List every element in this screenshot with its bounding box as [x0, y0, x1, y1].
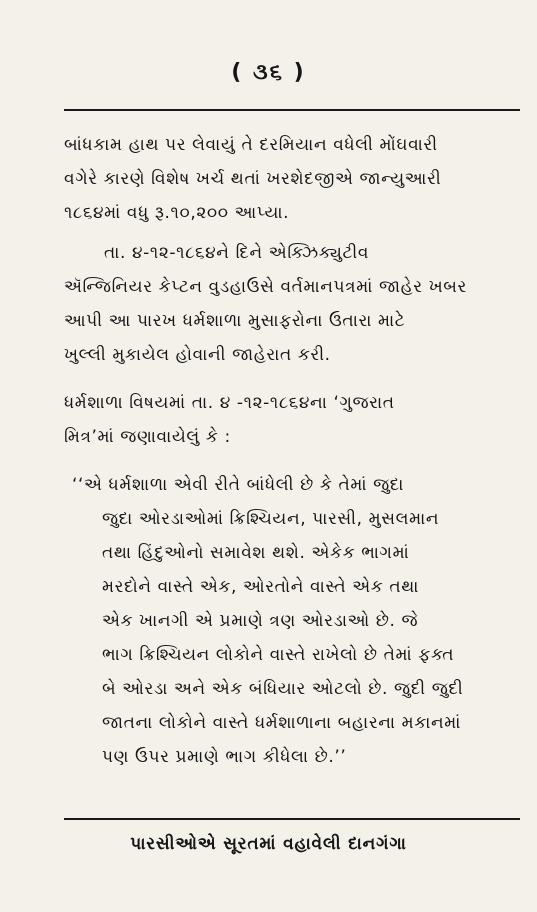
- quote-line: મરદોને વાસ્તે એક, ઓરતોને વાસ્તે એક તથા: [102, 577, 420, 597]
- text-line: વગેરે કારણે વિશેષ ખર્ચ થતાં ખરશેદજીએ જાન્યુઆરી: [64, 169, 442, 189]
- running-footer-title: પારસીઓએ સૂરતમાં વહાવેલી દાનગંગા: [130, 834, 407, 854]
- quote-line: ‘‘એ ધર્મશાળા એવી રીતે બાંધેલી છે કે તેમાં જુદા: [72, 475, 405, 495]
- text-line: ધર્મશાળા વિષયમાં તા. ૪ -૧૨-૧૮૬૪ના ‘ગુજરાત: [64, 393, 395, 413]
- text-line: બાંધકામ હાથ પર લેવાયું તે દરમિયાન વધેલી મોંઘવારી: [64, 135, 438, 155]
- paragraph-construction-cost: [64, 128, 441, 230]
- paragraph-opening-announcement: [64, 236, 467, 372]
- quote-line: એક ખાનગી એ પ્રમાણે ત્રણ ઓરડાઓ છે. જે: [102, 611, 419, 631]
- text-line: ૧૮૬૪માં વધુ રૂ.૧૦,૨૦૦ આપ્યા.: [64, 203, 290, 223]
- quote-line: ભાગ ક્રિશ્ચિયન લોકોને વાસ્તે રાખેલો છે તેમાં ફક્ત: [102, 645, 455, 665]
- quote-line: બે ઓરડા અને એક બંધિયાર ઓટલો છે. જુદી જુદી: [102, 679, 464, 699]
- header-rule: [64, 109, 520, 111]
- page-number: ( ૩૬ ): [231, 60, 306, 85]
- text-line: આપી આ પારખ ધર્મશાળા મુસાફરોના ઉતારા માટે: [64, 311, 406, 331]
- text-line: તા. ૪-૧૨-૧૮૬૪ને દિને એક્ઝિક્યુટીવ: [104, 243, 370, 263]
- paragraph-gujarat-mitra-intro: [64, 386, 395, 454]
- quote-line: પણ ઉપર પ્રમાણે ભાગ કીધેલા છે.’’: [102, 747, 347, 767]
- text-line: ઍન્જિનિયર કેપ્ટન વુડહાઉસે વર્તમાનપત્રમાં જાહેર ખબર: [64, 277, 467, 297]
- quote-line: જુદા ઓરડાઓમાં ક્રિશ્ચિયન, પારસી, મુસલમાન: [102, 509, 440, 529]
- text-line: ખુલ્લી મુકાયેલ હોવાની જાહેરાત કરી.: [64, 345, 331, 365]
- quote-line: જાતના લોકોને વાસ્તે ધર્મશાળાના બહારના મકાનમાં: [102, 713, 462, 733]
- text-line: મિત્ર’માં જણાવાયેલું કે :: [64, 427, 231, 447]
- quote-line: તથા હિંદુઓનો સમાવેશ થશે. એકેક ભાગમાં: [102, 543, 410, 563]
- footer-rule: [64, 818, 520, 820]
- quoted-passage: [72, 468, 463, 774]
